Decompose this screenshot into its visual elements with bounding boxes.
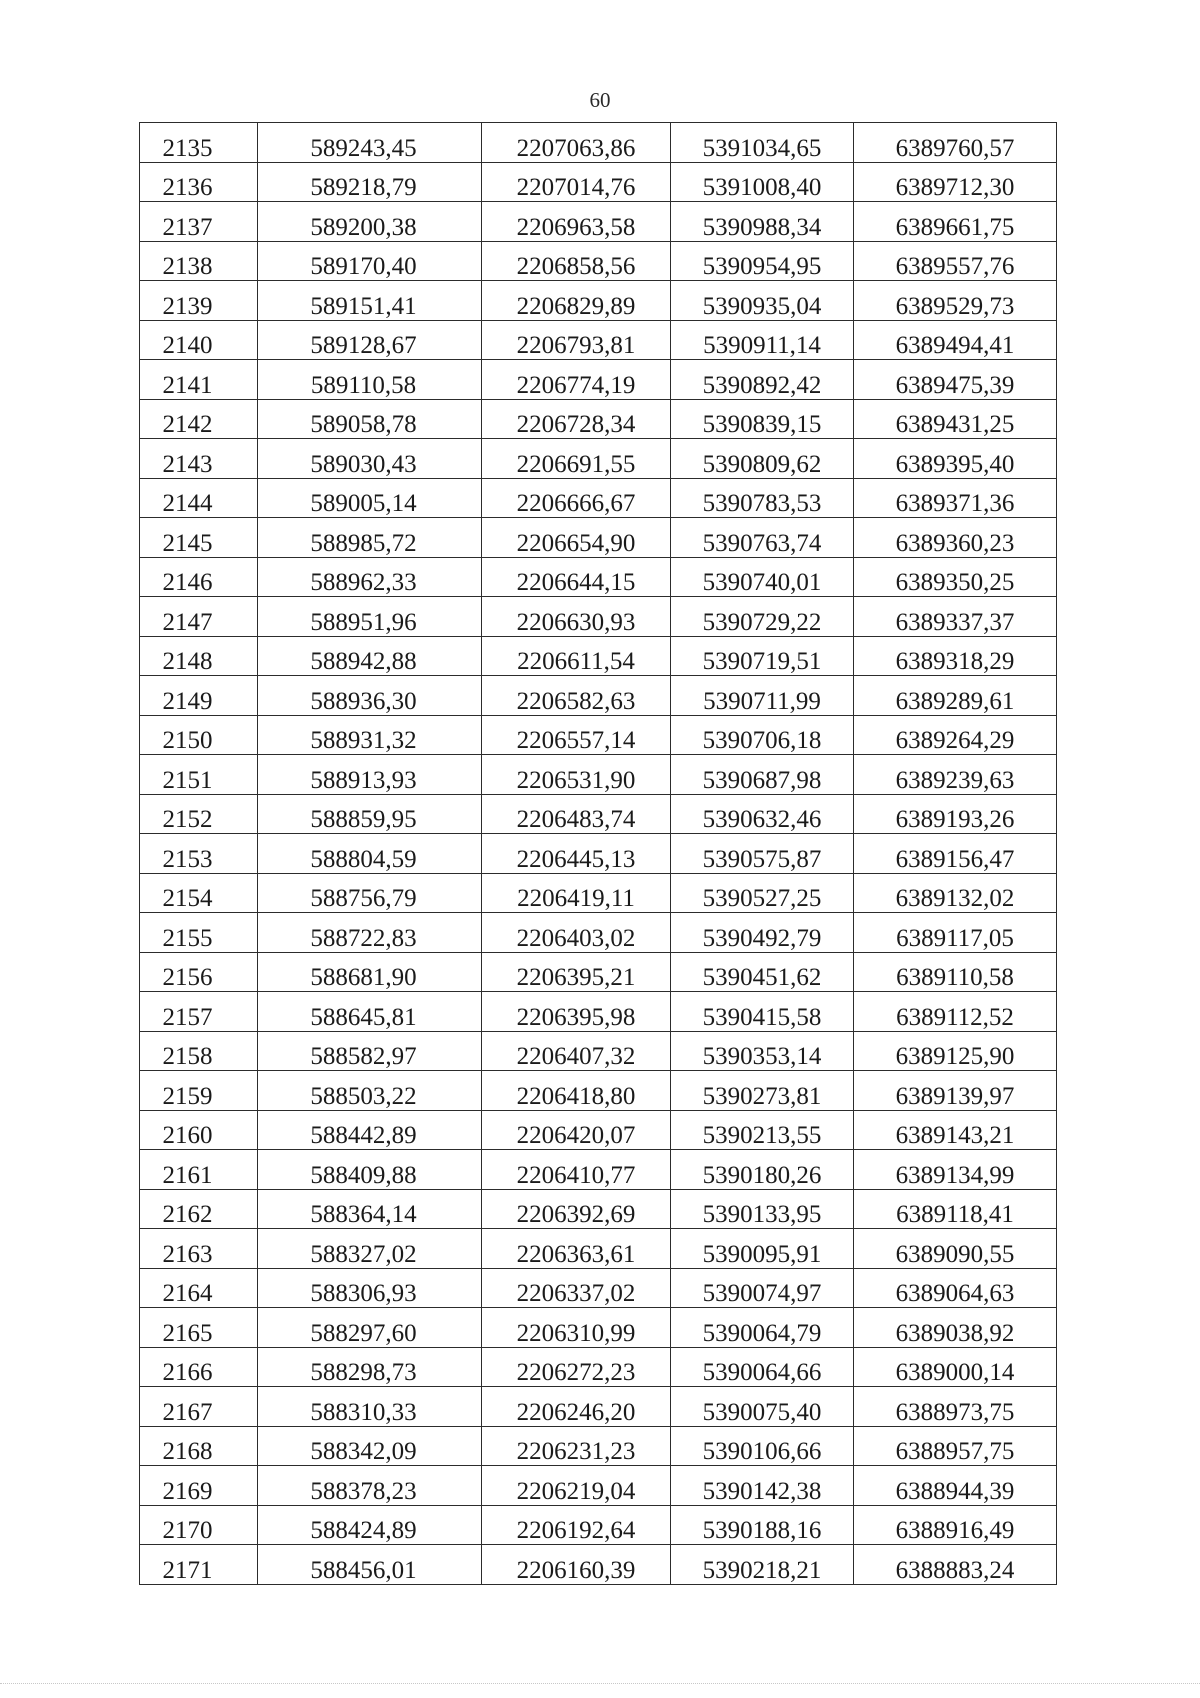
table-row <box>140 597 1057 637</box>
point-number-cell: 2148 <box>140 636 258 676</box>
x1-coordinate-cell: 588931,32 <box>258 715 482 755</box>
y1-coordinate-cell: 2206407,32 <box>482 1031 671 1071</box>
table-row <box>140 755 1057 795</box>
y2-coordinate-cell: 6388883,24 <box>854 1545 1057 1585</box>
y1-coordinate-cell: 2206363,61 <box>482 1229 671 1269</box>
point-number-cell: 2138 <box>140 241 258 281</box>
y1-coordinate-cell: 2206219,04 <box>482 1466 671 1506</box>
y2-coordinate-cell: 6389475,39 <box>854 360 1057 400</box>
y1-coordinate-cell: 2206611,54 <box>482 636 671 676</box>
table-row <box>140 1071 1057 1111</box>
point-number-cell: 2145 <box>140 518 258 558</box>
page-bottom-rule <box>0 1683 1200 1684</box>
x1-coordinate-cell: 588297,60 <box>258 1308 482 1348</box>
table-row <box>140 439 1057 479</box>
point-number-cell: 2149 <box>140 676 258 716</box>
y2-coordinate-cell: 6389110,58 <box>854 952 1057 992</box>
y1-coordinate-cell: 2206963,58 <box>482 202 671 242</box>
table-row <box>140 241 1057 281</box>
x2-coordinate-cell: 5390711,99 <box>671 676 854 716</box>
table-row <box>140 676 1057 716</box>
point-number-cell: 2170 <box>140 1505 258 1545</box>
page-number: 60 <box>589 88 611 112</box>
y2-coordinate-cell: 6388957,75 <box>854 1426 1057 1466</box>
table-row <box>140 202 1057 242</box>
y1-coordinate-cell: 2206231,23 <box>482 1426 671 1466</box>
table-row <box>140 1268 1057 1308</box>
point-number-cell: 2144 <box>140 478 258 518</box>
point-number-cell: 2140 <box>140 320 258 360</box>
coordinates-table <box>139 122 1057 1585</box>
y2-coordinate-cell: 6389557,76 <box>854 241 1057 281</box>
y1-coordinate-cell: 2206272,23 <box>482 1347 671 1387</box>
x2-coordinate-cell: 5390353,14 <box>671 1031 854 1071</box>
x2-coordinate-cell: 5390492,79 <box>671 913 854 953</box>
x2-coordinate-cell: 5390575,87 <box>671 834 854 874</box>
x1-coordinate-cell: 588756,79 <box>258 873 482 913</box>
point-number-cell: 2164 <box>140 1268 258 1308</box>
table-row <box>140 281 1057 321</box>
y1-coordinate-cell: 2206445,13 <box>482 834 671 874</box>
x1-coordinate-cell: 589128,67 <box>258 320 482 360</box>
x1-coordinate-cell: 588722,83 <box>258 913 482 953</box>
x1-coordinate-cell: 588456,01 <box>258 1545 482 1585</box>
x2-coordinate-cell: 5391008,40 <box>671 162 854 202</box>
x1-coordinate-cell: 588378,23 <box>258 1466 482 1506</box>
point-number-cell: 2165 <box>140 1308 258 1348</box>
table-row <box>140 557 1057 597</box>
x2-coordinate-cell: 5390064,79 <box>671 1308 854 1348</box>
table-row <box>140 1150 1057 1190</box>
x2-coordinate-cell: 5390687,98 <box>671 755 854 795</box>
point-number-cell: 2150 <box>140 715 258 755</box>
y1-coordinate-cell: 2206403,02 <box>482 913 671 953</box>
y2-coordinate-cell: 6389350,25 <box>854 557 1057 597</box>
y2-coordinate-cell: 6389000,14 <box>854 1347 1057 1387</box>
y1-coordinate-cell: 2206410,77 <box>482 1150 671 1190</box>
x2-coordinate-cell: 5390935,04 <box>671 281 854 321</box>
y2-coordinate-cell: 6388944,39 <box>854 1466 1057 1506</box>
point-number-cell: 2141 <box>140 360 258 400</box>
y1-coordinate-cell: 2206654,90 <box>482 518 671 558</box>
table-row <box>140 123 1057 163</box>
y2-coordinate-cell: 6389132,02 <box>854 873 1057 913</box>
x1-coordinate-cell: 588364,14 <box>258 1189 482 1229</box>
y2-coordinate-cell: 6389431,25 <box>854 399 1057 439</box>
x2-coordinate-cell: 5390892,42 <box>671 360 854 400</box>
y2-coordinate-cell: 6389143,21 <box>854 1110 1057 1150</box>
y2-coordinate-cell: 6389156,47 <box>854 834 1057 874</box>
y2-coordinate-cell: 6389112,52 <box>854 992 1057 1032</box>
table-row <box>140 320 1057 360</box>
x1-coordinate-cell: 588962,33 <box>258 557 482 597</box>
x2-coordinate-cell: 5390783,53 <box>671 478 854 518</box>
y1-coordinate-cell: 2206728,34 <box>482 399 671 439</box>
point-number-cell: 2154 <box>140 873 258 913</box>
x2-coordinate-cell: 5390188,16 <box>671 1505 854 1545</box>
point-number-cell: 2147 <box>140 597 258 637</box>
y1-coordinate-cell: 2206160,39 <box>482 1545 671 1585</box>
table-row <box>140 1031 1057 1071</box>
x1-coordinate-cell: 588859,95 <box>258 794 482 834</box>
table-row <box>140 1466 1057 1506</box>
y2-coordinate-cell: 6389337,37 <box>854 597 1057 637</box>
y1-coordinate-cell: 2206582,63 <box>482 676 671 716</box>
y2-coordinate-cell: 6389139,97 <box>854 1071 1057 1111</box>
y2-coordinate-cell: 6389395,40 <box>854 439 1057 479</box>
table-row <box>140 1505 1057 1545</box>
y1-coordinate-cell: 2207014,76 <box>482 162 671 202</box>
y1-coordinate-cell: 2206531,90 <box>482 755 671 795</box>
point-number-cell: 2168 <box>140 1426 258 1466</box>
point-number-cell: 2158 <box>140 1031 258 1071</box>
point-number-cell: 2161 <box>140 1150 258 1190</box>
point-number-cell: 2153 <box>140 834 258 874</box>
y2-coordinate-cell: 6389117,05 <box>854 913 1057 953</box>
point-number-cell: 2142 <box>140 399 258 439</box>
table-row <box>140 1387 1057 1427</box>
y2-coordinate-cell: 6388973,75 <box>854 1387 1057 1427</box>
y2-coordinate-cell: 6389318,29 <box>854 636 1057 676</box>
table-row <box>140 1426 1057 1466</box>
table-row <box>140 1545 1057 1585</box>
x1-coordinate-cell: 588985,72 <box>258 518 482 558</box>
x2-coordinate-cell: 5390719,51 <box>671 636 854 676</box>
y2-coordinate-cell: 6389712,30 <box>854 162 1057 202</box>
point-number-cell: 2143 <box>140 439 258 479</box>
table-row <box>140 873 1057 913</box>
x2-coordinate-cell: 5390988,34 <box>671 202 854 242</box>
point-number-cell: 2137 <box>140 202 258 242</box>
y1-coordinate-cell: 2206630,93 <box>482 597 671 637</box>
x1-coordinate-cell: 588310,33 <box>258 1387 482 1427</box>
x1-coordinate-cell: 588298,73 <box>258 1347 482 1387</box>
x2-coordinate-cell: 5390273,81 <box>671 1071 854 1111</box>
x1-coordinate-cell: 588327,02 <box>258 1229 482 1269</box>
x2-coordinate-cell: 5390632,46 <box>671 794 854 834</box>
point-number-cell: 2152 <box>140 794 258 834</box>
point-number-cell: 2146 <box>140 557 258 597</box>
y1-coordinate-cell: 2206192,64 <box>482 1505 671 1545</box>
x2-coordinate-cell: 5390218,21 <box>671 1545 854 1585</box>
x2-coordinate-cell: 5390142,38 <box>671 1466 854 1506</box>
y2-coordinate-cell: 6389090,55 <box>854 1229 1057 1269</box>
y2-coordinate-cell: 6389134,99 <box>854 1150 1057 1190</box>
x1-coordinate-cell: 588645,81 <box>258 992 482 1032</box>
point-number-cell: 2171 <box>140 1545 258 1585</box>
y2-coordinate-cell: 6389371,36 <box>854 478 1057 518</box>
x2-coordinate-cell: 5390074,97 <box>671 1268 854 1308</box>
y2-coordinate-cell: 6389529,73 <box>854 281 1057 321</box>
x2-coordinate-cell: 5390954,95 <box>671 241 854 281</box>
y1-coordinate-cell: 2206666,67 <box>482 478 671 518</box>
y1-coordinate-cell: 2206793,81 <box>482 320 671 360</box>
table-row <box>140 794 1057 834</box>
point-number-cell: 2166 <box>140 1347 258 1387</box>
point-number-cell: 2167 <box>140 1387 258 1427</box>
x2-coordinate-cell: 5390740,01 <box>671 557 854 597</box>
y1-coordinate-cell: 2206774,19 <box>482 360 671 400</box>
x2-coordinate-cell: 5390180,26 <box>671 1150 854 1190</box>
point-number-cell: 2163 <box>140 1229 258 1269</box>
x2-coordinate-cell: 5390911,14 <box>671 320 854 360</box>
x2-coordinate-cell: 5390451,62 <box>671 952 854 992</box>
x1-coordinate-cell: 588942,88 <box>258 636 482 676</box>
point-number-cell: 2139 <box>140 281 258 321</box>
y2-coordinate-cell: 6389038,92 <box>854 1308 1057 1348</box>
x1-coordinate-cell: 589005,14 <box>258 478 482 518</box>
x1-coordinate-cell: 588681,90 <box>258 952 482 992</box>
x1-coordinate-cell: 588804,59 <box>258 834 482 874</box>
x2-coordinate-cell: 5390106,66 <box>671 1426 854 1466</box>
x1-coordinate-cell: 588409,88 <box>258 1150 482 1190</box>
x2-coordinate-cell: 5390415,58 <box>671 992 854 1032</box>
y1-coordinate-cell: 2206395,21 <box>482 952 671 992</box>
table-row <box>140 636 1057 676</box>
x2-coordinate-cell: 5390095,91 <box>671 1229 854 1269</box>
x2-coordinate-cell: 5390809,62 <box>671 439 854 479</box>
y2-coordinate-cell: 6389360,23 <box>854 518 1057 558</box>
x1-coordinate-cell: 589200,38 <box>258 202 482 242</box>
x1-coordinate-cell: 588936,30 <box>258 676 482 716</box>
point-number-cell: 2162 <box>140 1189 258 1229</box>
x2-coordinate-cell: 5390075,40 <box>671 1387 854 1427</box>
table-row <box>140 834 1057 874</box>
table-row <box>140 1347 1057 1387</box>
x1-coordinate-cell: 588913,93 <box>258 755 482 795</box>
x1-coordinate-cell: 589170,40 <box>258 241 482 281</box>
x2-coordinate-cell: 5390839,15 <box>671 399 854 439</box>
point-number-cell: 2135 <box>140 123 258 163</box>
y1-coordinate-cell: 2207063,86 <box>482 123 671 163</box>
table-row <box>140 162 1057 202</box>
y1-coordinate-cell: 2206644,15 <box>482 557 671 597</box>
y2-coordinate-cell: 6389661,75 <box>854 202 1057 242</box>
point-number-cell: 2136 <box>140 162 258 202</box>
x1-coordinate-cell: 588342,09 <box>258 1426 482 1466</box>
x2-coordinate-cell: 5390213,55 <box>671 1110 854 1150</box>
x1-coordinate-cell: 588503,22 <box>258 1071 482 1111</box>
x2-coordinate-cell: 5390706,18 <box>671 715 854 755</box>
y1-coordinate-cell: 2206557,14 <box>482 715 671 755</box>
table-row <box>140 399 1057 439</box>
y1-coordinate-cell: 2206829,89 <box>482 281 671 321</box>
y1-coordinate-cell: 2206337,02 <box>482 1268 671 1308</box>
x1-coordinate-cell: 588951,96 <box>258 597 482 637</box>
table-row <box>140 992 1057 1032</box>
table-row <box>140 1110 1057 1150</box>
x1-coordinate-cell: 589058,78 <box>258 399 482 439</box>
y1-coordinate-cell: 2206310,99 <box>482 1308 671 1348</box>
point-number-cell: 2160 <box>140 1110 258 1150</box>
x1-coordinate-cell: 589151,41 <box>258 281 482 321</box>
x2-coordinate-cell: 5390763,74 <box>671 518 854 558</box>
x1-coordinate-cell: 589218,79 <box>258 162 482 202</box>
coordinates-table-body <box>140 123 1057 1585</box>
y1-coordinate-cell: 2206483,74 <box>482 794 671 834</box>
table-row <box>140 478 1057 518</box>
x1-coordinate-cell: 588442,89 <box>258 1110 482 1150</box>
y2-coordinate-cell: 6389125,90 <box>854 1031 1057 1071</box>
point-number-cell: 2169 <box>140 1466 258 1506</box>
y1-coordinate-cell: 2206418,80 <box>482 1071 671 1111</box>
table-row <box>140 1189 1057 1229</box>
y2-coordinate-cell: 6388916,49 <box>854 1505 1057 1545</box>
table-row <box>140 913 1057 953</box>
x2-coordinate-cell: 5390064,66 <box>671 1347 854 1387</box>
point-number-cell: 2151 <box>140 755 258 795</box>
x2-coordinate-cell: 5390527,25 <box>671 873 854 913</box>
y2-coordinate-cell: 6389239,63 <box>854 755 1057 795</box>
x1-coordinate-cell: 588424,89 <box>258 1505 482 1545</box>
y1-coordinate-cell: 2206691,55 <box>482 439 671 479</box>
x1-coordinate-cell: 589243,45 <box>258 123 482 163</box>
y1-coordinate-cell: 2206858,56 <box>482 241 671 281</box>
x1-coordinate-cell: 589110,58 <box>258 360 482 400</box>
table-row <box>140 715 1057 755</box>
point-number-cell: 2159 <box>140 1071 258 1111</box>
x1-coordinate-cell: 588306,93 <box>258 1268 482 1308</box>
y1-coordinate-cell: 2206392,69 <box>482 1189 671 1229</box>
point-number-cell: 2155 <box>140 913 258 953</box>
table-row <box>140 952 1057 992</box>
y1-coordinate-cell: 2206420,07 <box>482 1110 671 1150</box>
x2-coordinate-cell: 5390729,22 <box>671 597 854 637</box>
point-number-cell: 2157 <box>140 992 258 1032</box>
table-row <box>140 1308 1057 1348</box>
x1-coordinate-cell: 589030,43 <box>258 439 482 479</box>
y2-coordinate-cell: 6389118,41 <box>854 1189 1057 1229</box>
x1-coordinate-cell: 588582,97 <box>258 1031 482 1071</box>
table-row <box>140 360 1057 400</box>
y1-coordinate-cell: 2206246,20 <box>482 1387 671 1427</box>
y1-coordinate-cell: 2206419,11 <box>482 873 671 913</box>
y1-coordinate-cell: 2206395,98 <box>482 992 671 1032</box>
table-row <box>140 518 1057 558</box>
y2-coordinate-cell: 6389289,61 <box>854 676 1057 716</box>
table-row <box>140 1229 1057 1269</box>
x2-coordinate-cell: 5391034,65 <box>671 123 854 163</box>
y2-coordinate-cell: 6389760,57 <box>854 123 1057 163</box>
y2-coordinate-cell: 6389494,41 <box>854 320 1057 360</box>
x2-coordinate-cell: 5390133,95 <box>671 1189 854 1229</box>
y2-coordinate-cell: 6389264,29 <box>854 715 1057 755</box>
point-number-cell: 2156 <box>140 952 258 992</box>
y2-coordinate-cell: 6389064,63 <box>854 1268 1057 1308</box>
y2-coordinate-cell: 6389193,26 <box>854 794 1057 834</box>
